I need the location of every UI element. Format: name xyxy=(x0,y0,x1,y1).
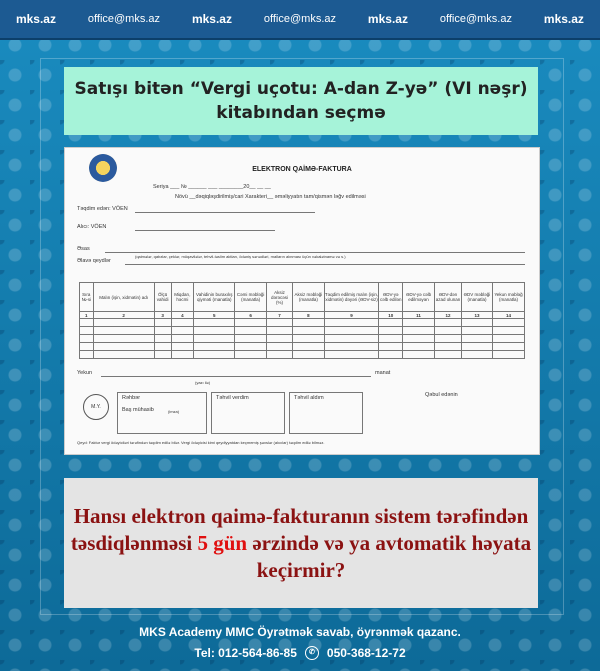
accountant-label: Baş mühasib xyxy=(122,407,154,413)
col-number: 10 xyxy=(379,312,403,319)
header-line-2: kitabından seçmə xyxy=(216,103,386,123)
sum-words: (yazı ilə) xyxy=(195,380,211,385)
email-link[interactable]: office@mks.az xyxy=(263,13,336,25)
col-header: Cəmi məbləği (manatla) xyxy=(235,283,267,312)
col-header: Təqdim edilmiş malın (işin, xidmətin) dəyəri (ƏDV-siz) xyxy=(324,283,379,312)
form-note: Qeyd: Faktur vergi ödəyiciləri tərəfindən təqdim edilə bilər. Vergi ödəyicisi kimi qeydiyyatdan keçmemiş şəxslər (alıcılar) təqdim edilə bilməz. xyxy=(77,440,325,445)
col-number: 5 xyxy=(194,312,235,319)
col-number: 9 xyxy=(324,312,379,319)
site-link[interactable]: mks.az xyxy=(15,12,56,26)
basis-label: Əsas xyxy=(77,246,90,252)
col-header: Aksiz məbləği (manatla) xyxy=(293,283,325,312)
invoice-table xyxy=(79,282,525,359)
col-number: 13 xyxy=(461,312,492,319)
top-bar xyxy=(0,0,600,40)
col-header: Ölçü vahidi xyxy=(154,283,171,312)
table-row xyxy=(80,327,525,335)
email-link[interactable]: office@mks.az xyxy=(87,13,161,25)
col-number: 14 xyxy=(493,312,525,319)
total-label: Yekun xyxy=(77,370,93,376)
handed-label: Təhvil verdim xyxy=(216,395,249,401)
footer-contacts xyxy=(0,646,600,660)
col-header: ƏDV-yə cəlb edilməyən xyxy=(403,283,435,312)
recipient-stamp: Qəbul edənin xyxy=(425,392,458,398)
col-header: Vahidinin buraxılış qiyməti (manatla) xyxy=(194,283,235,312)
phone-1[interactable]: Tel: 012-564-86-85 xyxy=(194,646,297,660)
col-number: 11 xyxy=(403,312,435,319)
submitter-label: Təqdim edən: VÖEN xyxy=(77,206,128,212)
col-header: Yekun məbləğ (manatla) xyxy=(493,283,525,312)
total-unit: manat xyxy=(375,370,391,376)
table-row xyxy=(80,351,525,359)
table-number-row xyxy=(80,312,525,319)
table-row xyxy=(80,335,525,343)
received-label: Təhvil aldım xyxy=(294,395,324,401)
stamp-placeholder: M.Y. xyxy=(83,394,109,420)
col-number: 3 xyxy=(154,312,171,319)
question-part-1: Hansı elektron qaimə-fakturanın sistem tərəfindən təsdiqlənməsi xyxy=(70,503,529,555)
type-line: Növü __dəqiqləşdirilmiş/cari Xarakteri__ əməliyyatın tam/qismən ləğv edilməsi xyxy=(175,194,366,200)
received-box xyxy=(289,392,363,434)
col-number: 7 xyxy=(266,312,292,319)
book-header xyxy=(64,67,538,135)
col-header: ƏDV məbləği (manatla) xyxy=(461,283,492,312)
footer-slogan: MKS Academy MMC Öyrətmək savab, öyrənmək qazanc. xyxy=(139,625,461,639)
col-header: Sıra №-si xyxy=(80,283,94,312)
site-link[interactable]: mks.az xyxy=(543,12,584,26)
extra-note: (qaimələr, qabzlar, çeklər, müqavilələr, tehvil-təslim aktları, ödəniş sənədləri, malların alınması üçün vəkalətnamə və s.) xyxy=(135,254,346,259)
question-text xyxy=(64,503,538,584)
header-line-1: Satışı bitən “Vergi uçotu: A-dan Z-yə” (VI nəşr) xyxy=(74,79,528,99)
col-number: 6 xyxy=(235,312,267,319)
signature-box xyxy=(117,392,207,434)
col-header: Aksiz dərəcəsi (%) xyxy=(266,283,292,312)
col-number: 8 xyxy=(293,312,325,319)
site-link[interactable]: mks.az xyxy=(367,12,408,26)
handed-box xyxy=(211,392,285,434)
table-row xyxy=(80,343,525,351)
col-header: Malın (işin, xidmətin) adı xyxy=(93,283,154,312)
receiver-label: Alıcı: VÖEN xyxy=(77,224,107,230)
col-number: 12 xyxy=(435,312,462,319)
question-part-2: ərzində və ya avtomatik həyata keçirmir? xyxy=(247,530,532,582)
question-highlight: 5 gün xyxy=(197,530,248,555)
col-number: 2 xyxy=(93,312,154,319)
table-header-row xyxy=(80,283,525,312)
question-box xyxy=(64,478,538,608)
footer xyxy=(0,617,600,671)
extra-label: Əlavə qeydlər xyxy=(77,258,111,264)
col-header: Miqdarı, həcmi xyxy=(171,283,194,312)
table-row xyxy=(80,319,525,327)
series-line: Seriya ___ № ______ ___ ________20__ __ __ xyxy=(153,184,271,190)
col-number: 4 xyxy=(171,312,194,319)
col-number: 1 xyxy=(80,312,94,319)
invoice-form-image xyxy=(64,147,540,455)
signature-label: (imza) xyxy=(168,409,180,414)
invoice-title: ELEKTRON QAİMƏ-FAKTURA xyxy=(252,166,352,173)
leader-label: Rəhbər xyxy=(122,395,141,401)
phone-2[interactable]: 050-368-12-72 xyxy=(326,646,406,660)
email-link[interactable]: office@mks.az xyxy=(439,13,512,25)
col-header: ƏDV-dən azad olunan xyxy=(435,283,462,312)
col-header: ƏDV-yə cəlb edilən xyxy=(379,283,403,312)
whatsapp-icon: ✆ xyxy=(305,646,319,660)
site-link[interactable]: mks.az xyxy=(191,12,232,26)
